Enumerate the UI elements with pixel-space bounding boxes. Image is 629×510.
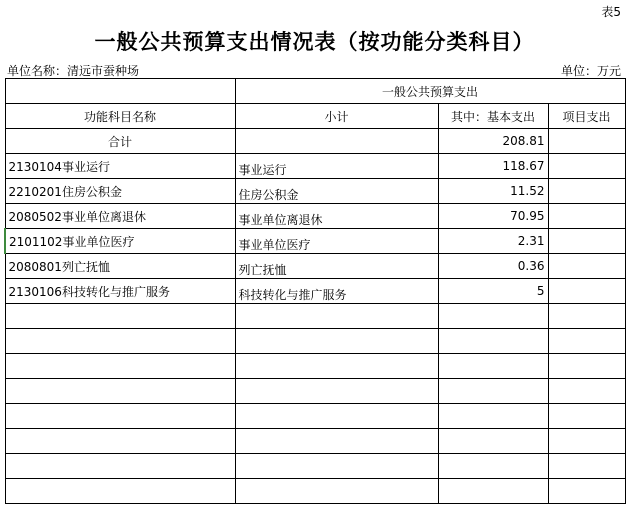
basic-cell[interactable]: 70.95 bbox=[438, 204, 548, 229]
total-subtotal-cell[interactable] bbox=[235, 129, 438, 154]
empty-row bbox=[5, 379, 625, 404]
basic-cell[interactable]: 118.67 bbox=[438, 154, 548, 179]
subtotal-cell[interactable]: 列亡抚恤 bbox=[235, 254, 438, 279]
subtotal-cell[interactable]: 事业单位医疗 bbox=[235, 229, 438, 254]
function-cell[interactable]: 2080801列亡抚恤 bbox=[5, 254, 235, 279]
empty-cell[interactable] bbox=[548, 329, 625, 354]
empty-cell[interactable] bbox=[548, 454, 625, 479]
table-row bbox=[5, 179, 625, 204]
empty-cell[interactable] bbox=[235, 329, 438, 354]
project-cell[interactable] bbox=[548, 229, 625, 254]
table-row bbox=[5, 229, 625, 254]
empty-cell[interactable] bbox=[235, 379, 438, 404]
unit-name: 单位名称：清远市蚕种场 bbox=[7, 64, 140, 78]
empty-cell[interactable] bbox=[438, 454, 548, 479]
group-header-cell[interactable]: 一般公共预算支出 bbox=[235, 79, 625, 104]
project-cell[interactable] bbox=[548, 279, 625, 304]
empty-cell[interactable] bbox=[5, 379, 235, 404]
function-name-header[interactable]: 功能科目名称 bbox=[5, 104, 235, 129]
basic-cell[interactable]: 2.31 bbox=[438, 229, 548, 254]
subtotal-cell[interactable]: 住房公积金 bbox=[235, 179, 438, 204]
empty-cell[interactable] bbox=[5, 454, 235, 479]
total-basic-cell[interactable]: 208.81 bbox=[438, 129, 548, 154]
empty-cell[interactable] bbox=[5, 479, 235, 504]
subtotal-cell[interactable]: 事业单位离退休 bbox=[235, 204, 438, 229]
empty-cell[interactable] bbox=[5, 329, 235, 354]
empty-cell[interactable] bbox=[235, 404, 438, 429]
empty-cell[interactable] bbox=[438, 379, 548, 404]
empty-row bbox=[5, 429, 625, 454]
empty-cell[interactable] bbox=[548, 379, 625, 404]
subtotal-cell[interactable]: 事业运行 bbox=[235, 154, 438, 179]
header-blank-cell[interactable] bbox=[5, 79, 235, 104]
project-cell[interactable] bbox=[548, 254, 625, 279]
function-cell[interactable]: 2080502事业单位离退休 bbox=[5, 204, 235, 229]
empty-cell[interactable] bbox=[438, 404, 548, 429]
empty-row bbox=[5, 454, 625, 479]
empty-cell[interactable] bbox=[235, 454, 438, 479]
empty-cell[interactable] bbox=[548, 354, 625, 379]
empty-cell[interactable] bbox=[548, 404, 625, 429]
function-cell[interactable]: 2101102事业单位医疗 bbox=[5, 229, 235, 254]
function-cell[interactable]: 2130106科技转化与推广服务 bbox=[5, 279, 235, 304]
empty-cell[interactable] bbox=[235, 354, 438, 379]
empty-cell[interactable] bbox=[438, 304, 548, 329]
total-project-cell[interactable] bbox=[548, 129, 625, 154]
empty-cell[interactable] bbox=[5, 304, 235, 329]
empty-row bbox=[5, 479, 625, 504]
empty-cell[interactable] bbox=[235, 304, 438, 329]
subtotal-header[interactable]: 小计 bbox=[235, 104, 438, 129]
project-cell[interactable] bbox=[548, 204, 625, 229]
project-cell[interactable] bbox=[548, 154, 625, 179]
total-label-cell[interactable]: 合计 bbox=[5, 129, 235, 154]
column-header-row bbox=[5, 104, 625, 129]
empty-cell[interactable] bbox=[548, 304, 625, 329]
empty-row bbox=[5, 329, 625, 354]
empty-cell[interactable] bbox=[438, 429, 548, 454]
table-row bbox=[5, 279, 625, 304]
empty-cell[interactable] bbox=[548, 429, 625, 454]
empty-row bbox=[5, 404, 625, 429]
currency-unit: 单位：万元 bbox=[560, 64, 621, 78]
empty-row bbox=[5, 354, 625, 379]
empty-cell[interactable] bbox=[548, 479, 625, 504]
empty-cell[interactable] bbox=[438, 354, 548, 379]
empty-cell[interactable] bbox=[438, 329, 548, 354]
empty-cell[interactable] bbox=[438, 479, 548, 504]
function-cell[interactable]: 2210201住房公积金 bbox=[5, 179, 235, 204]
project-cell[interactable] bbox=[548, 179, 625, 204]
basic-cell[interactable]: 11.52 bbox=[438, 179, 548, 204]
empty-cell[interactable] bbox=[235, 429, 438, 454]
empty-cell[interactable] bbox=[5, 354, 235, 379]
group-header-row bbox=[5, 79, 625, 104]
table-number: 表5 bbox=[601, 5, 621, 19]
table-row bbox=[5, 204, 625, 229]
subtotal-cell[interactable]: 科技转化与推广服务 bbox=[235, 279, 438, 304]
basic-expense-header[interactable]: 其中：基本支出 bbox=[438, 104, 548, 129]
empty-cell[interactable] bbox=[235, 479, 438, 504]
empty-cell[interactable] bbox=[5, 429, 235, 454]
table-row bbox=[5, 154, 625, 179]
empty-row bbox=[5, 304, 625, 329]
table-row bbox=[5, 254, 625, 279]
function-cell[interactable]: 2130104事业运行 bbox=[5, 154, 235, 179]
basic-cell[interactable]: 5 bbox=[438, 279, 548, 304]
page-title: 一般公共预算支出情况表（按功能分类科目） bbox=[94, 30, 535, 54]
basic-cell[interactable]: 0.36 bbox=[438, 254, 548, 279]
expenditure-table bbox=[4, 78, 626, 504]
project-expense-header[interactable]: 项目支出 bbox=[548, 104, 625, 129]
total-row bbox=[5, 129, 625, 154]
empty-cell[interactable] bbox=[5, 404, 235, 429]
